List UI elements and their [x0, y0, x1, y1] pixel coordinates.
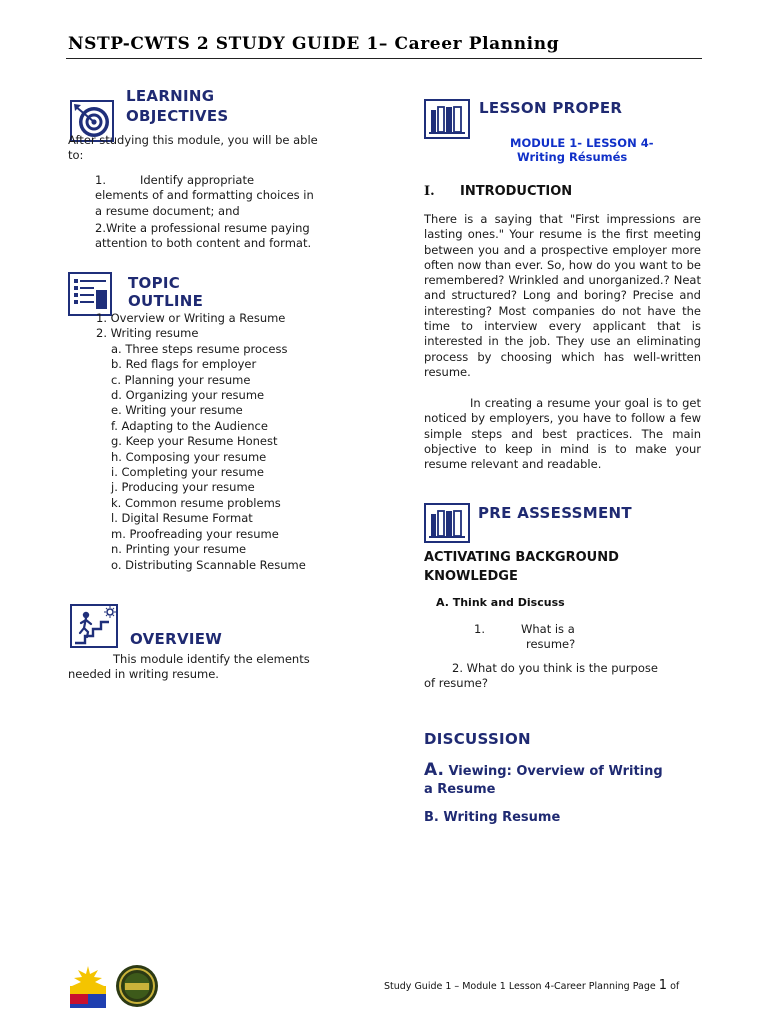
list-item: o. Distributing Scannable Resume — [111, 557, 306, 572]
text-line: Identify appropriate — [139, 173, 255, 187]
heading-text: INTRODUCTION — [460, 184, 573, 199]
overview-text — [68, 652, 348, 683]
objective-item-1 — [95, 173, 345, 219]
question-1 — [474, 622, 634, 653]
books-icon — [424, 99, 470, 139]
text-line: of resume? — [424, 676, 488, 691]
page-footer — [384, 978, 679, 993]
discussion-item-b: B. Writing Resume — [424, 810, 561, 825]
list-item: n. Printing your resume — [111, 542, 247, 557]
list-item: m. Proofreading your resume — [111, 526, 279, 541]
list-item: j. Producing your resume — [111, 480, 255, 495]
activating-knowledge-heading — [424, 548, 619, 586]
stairs-climber-icon — [70, 604, 118, 648]
text-line: attention to both content and format. — [95, 236, 312, 251]
introduction-heading — [424, 184, 572, 199]
item-letter: A. — [424, 760, 444, 780]
list-item: b. Red flags for employer — [111, 357, 257, 372]
introduction-paragraph-2: In creating a resume your goal is to get noticed by employers, you have to follow a few simple steps and best practices. The main objective to keep in mind is to make your resume relevant and readable. — [424, 396, 701, 472]
list-item: c. Planning your resume — [111, 372, 251, 387]
list-item: i. Completing your resume — [111, 465, 264, 480]
text-line: MODULE 1- LESSON 4- — [510, 136, 654, 150]
objective-item-2 — [95, 221, 355, 252]
list-item: f. Adapting to the Audience — [111, 418, 268, 433]
document-outline-icon — [68, 272, 112, 316]
topic-outline-heading — [128, 274, 203, 310]
heading-line: TOPIC — [128, 274, 181, 292]
footer-of-text: of — [670, 981, 680, 992]
text-line: a resume document; and — [95, 203, 240, 218]
item-number: 1. — [95, 173, 106, 187]
text-line: After studying this module, you will be able — [68, 133, 318, 147]
lesson-proper-heading: LESSON PROPER — [479, 99, 623, 117]
item-number: 1. — [474, 622, 485, 636]
heading-line: KNOWLEDGE — [424, 569, 518, 584]
text-line: elements of and formatting choices in — [95, 188, 314, 203]
list-item: l. Digital Resume Format — [111, 511, 253, 526]
text-line: resume? — [526, 637, 576, 652]
list-item: 2. Writing resume — [96, 326, 199, 341]
topic-outline-list — [96, 311, 306, 573]
page-number: 1 — [658, 978, 668, 993]
books-icon — [424, 503, 470, 543]
heading-line: ACTIVATING BACKGROUND — [424, 550, 619, 565]
pre-assessment-heading: PRE ASSESSMENT — [478, 504, 632, 522]
text-line: a Resume — [424, 782, 496, 797]
list-item: g. Keep your Resume Honest — [111, 434, 278, 449]
discussion-heading: DISCUSSION — [424, 730, 531, 748]
overview-heading: OVERVIEW — [130, 630, 223, 648]
footer-text: Study Guide 1 – Module 1 Lesson 4-Career Planning Page — [384, 981, 656, 992]
think-discuss-label: A. Think and Discuss — [436, 596, 565, 609]
discussion-item-a — [424, 761, 663, 799]
list-item: e. Writing your resume — [111, 403, 243, 418]
text-line: 2. What do you think is the purpose — [452, 661, 658, 675]
list-item: h. Composing your resume — [111, 449, 267, 464]
learning-objectives-heading — [126, 87, 229, 125]
objectives-intro — [68, 133, 318, 164]
heading-line: OUTLINE — [128, 292, 204, 310]
text-line: 2.Write a professional resume paying — [95, 221, 310, 235]
list-item: d. Organizing your resume — [111, 388, 265, 403]
heading-line: OBJECTIVES — [126, 107, 229, 125]
deped-seal-logo — [66, 964, 110, 1010]
introduction-paragraph-1: There is a saying that "First impressions are lasting ones." Your resume is the first meeting between you and a prospective employer more often now than ever. So, how do you want to be remembered? Wrinkled and unorganized.? Neat and structured? Long and boring? Precise and interesting? Most companies do not have the time to interview every applicant that is interested in the job. They use an eliminating process by choosing which has well-written resume. — [424, 212, 701, 379]
module-lesson-title — [510, 136, 653, 164]
text-line: What is a — [520, 622, 575, 636]
text-line: to: — [68, 148, 84, 163]
section-numeral: I. — [424, 184, 435, 199]
text-line: This module identify the elements — [113, 652, 310, 666]
list-item: a. Three steps resume process — [111, 341, 288, 356]
heading-line: LEARNING — [126, 87, 215, 105]
text-line: Writing Résumés — [517, 150, 628, 164]
document-title: NSTP-CWTS 2 STUDY GUIDE 1– Career Planning — [68, 34, 560, 54]
text-line: needed in writing resume. — [68, 667, 219, 682]
text-line: Viewing: Overview of Writing — [448, 764, 663, 779]
list-item: k. Common resume problems — [111, 495, 281, 510]
list-item: 1. Overview or Writing a Resume — [96, 311, 286, 325]
nstp-seal-logo — [115, 964, 159, 1008]
question-2 — [424, 661, 704, 692]
header-divider — [66, 58, 702, 59]
